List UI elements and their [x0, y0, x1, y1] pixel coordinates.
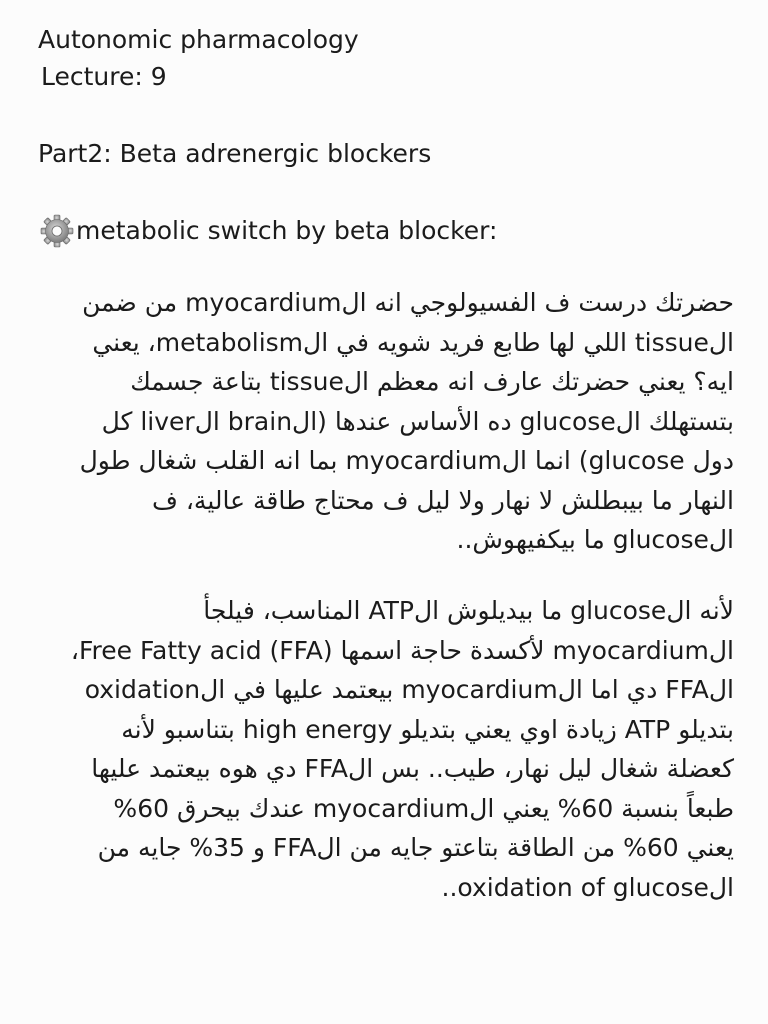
paragraph-line: الoxidation of glucose..	[441, 872, 734, 902]
paragraph-line: بتستهلك الglucose ده الأساس عندها (الbrain الliver كل	[101, 406, 734, 436]
paragraph-myocardium-metabolism	[64, 283, 734, 560]
paragraph-line: كعضلة شغال ليل نهار، طيب.. بس الFFA دي هوه بيعتمد عليها	[91, 754, 734, 783]
lecture-number: Lecture: 9	[41, 62, 167, 91]
paragraph-line: حضرتك درست ف الفسيولوجي انه الmyocardium من ضمن	[82, 288, 734, 317]
paragraph-ffa-oxidation	[64, 591, 734, 907]
gear-icon	[40, 214, 74, 248]
section-title: metabolic switch by beta blocker:	[76, 216, 498, 245]
paragraph-line: الmyocardium لأكسدة حاجة اسمها Free Fatty acid (FFA)،	[70, 635, 734, 665]
paragraph-line: ايه؟ يعني حضرتك عارف انه معظم الtissue بتاعة جسمك	[130, 367, 734, 396]
paragraph-line: لأنه الglucose ما بيديلوش الATP المناسب، فيلجأ	[203, 596, 734, 625]
paragraph-line: الFFA دي اما الmyocardium بيعتمد عليها في الoxidation	[84, 675, 734, 704]
paragraph-line: الtissue اللي لها طابع فريد شويه في الmetabolism، يعني	[92, 327, 734, 357]
paragraph-line: بتديلو ATP زيادة اوي يعني بتديلو high energy بتناسبو لأنه	[121, 714, 734, 744]
paragraph-line: طبعاً بنسبة 60% يعني الmyocardium عندك بيحرق 60%	[113, 793, 734, 823]
paragraph-line: دول glucose) انما الmyocardium بما انه القلب شغال طول	[79, 446, 734, 475]
paragraph-line: النهار ما بيبطلش لا نهار ولا ليل ف محتاج طاقة عالية، ف	[152, 485, 734, 515]
paragraph-line: يعني 60% من الطاقة بتاعتو جايه من الFFA و 35% جايه من	[97, 833, 734, 862]
course-title: Autonomic pharmacology	[38, 25, 359, 54]
section-heading	[40, 214, 497, 248]
paragraph-line: الglucose ما بيكفيهوش..	[456, 525, 734, 554]
part-title: Part2: Beta adrenergic blockers	[38, 139, 432, 168]
